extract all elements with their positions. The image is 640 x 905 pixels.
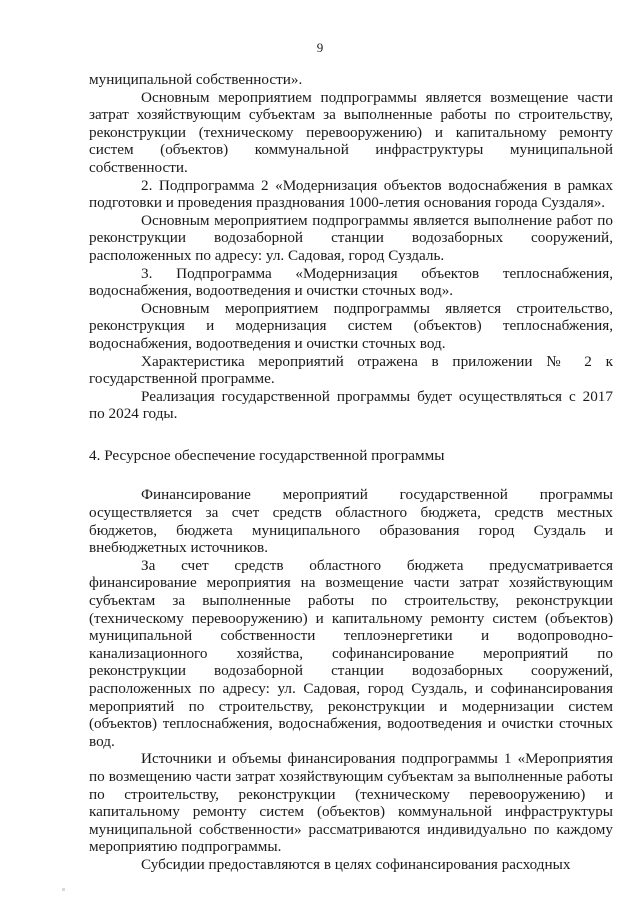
paragraph-main-measure-subprogram-3: Основным мероприятием подпрограммы является строительство, реконструкция и модернизация систем (объектов) теплоснабжения, водоснабжения, водоотведения и очистки сточных вод. — [89, 299, 613, 352]
paragraph-subprogram-2: 2. Подпрограмма 2 «Модернизация объектов водоснабжения в рамках подготовки и проведения празднования 1000-летия основания города Суздаля». — [89, 176, 613, 212]
paragraph-subprogram-1-financing: Источники и объемы финансирования подпрограммы 1 «Мероприятия по возмещению части затрат хозяйствующим субъектам за выполненные работы по строительству, реконструкции (техническому перевооружению) и капитальному ремонту систем (объектов) коммунальной инфраструктуры муниципальной собственности» рассматриваются индивидуально по каждому мероприятию подпрограммы. — [89, 750, 613, 856]
paragraph-implementation-period: Реализация государственной программы будет осуществляться с 2017 по 2024 годы. — [89, 387, 613, 423]
section-heading: 4. Ресурсное обеспечение государственной программы — [89, 446, 445, 464]
page-number: 9 — [316, 40, 324, 55]
paragraph-financing-sources: Финансирование мероприятий государственной программы осуществляется за счет средств областного бюджета, средств местных бюджетов, бюджета муниципального образования город Суздаль и внебюджетных источников. — [89, 486, 613, 557]
scan-mark — [62, 888, 65, 891]
paragraph-main-measure-subprogram-1: Основным мероприятием подпрограммы является возмещение части затрат хозяйствующим субъектам за выполненные работы по строительству, реконструкции (техническому перевооружению) и капитальному ремонту систем (объектов) коммунальной инфраструктуры муниципальной собственности. — [89, 88, 613, 176]
paragraph-subprogram-3: 3. Подпрограмма «Модернизация объектов теплоснабжения, водоснабжения, водоотведения и очистки сточных вод». — [89, 264, 613, 300]
paragraph-regional-budget: За счет средств областного бюджета предусматривается финансирование мероприятия на возмещение части затрат хозяйствующим субъектам за выполненные работы по строительству, реконструкции (техническому перевооружению) и капитальному ремонту систем (объектов) муниципальной собственности теплоэнергетики и водопроводно-канализационного хозяйства, софинансирование мероприятий по реконструкции водозаборной станции водозаборных сооружений, расположенных по адресу: ул. Садовая, город Суздаль, и софинансирования мероприятий по строительству, реконструкции и модернизации систем (объектов) теплоснабжения, водоснабжения, водоотведения и очистки сточных вод. — [89, 556, 613, 750]
paragraph-continuation: муниципальной собственности». — [89, 71, 303, 88]
document-body — [89, 71, 613, 874]
paragraph-characteristics: Характеристика мероприятий отражена в приложении № 2 к государственной программе. — [89, 352, 613, 388]
paragraph-subsidies: Субсидии предоставляются в целях софинансирования расходных — [141, 855, 571, 873]
paragraph-main-measure-subprogram-2: Основным мероприятием подпрограммы является выполнение работ по реконструкции водозаборной станции водозаборных сооружений, расположенных по адресу: ул. Садовая, город Суздаль. — [89, 211, 613, 264]
